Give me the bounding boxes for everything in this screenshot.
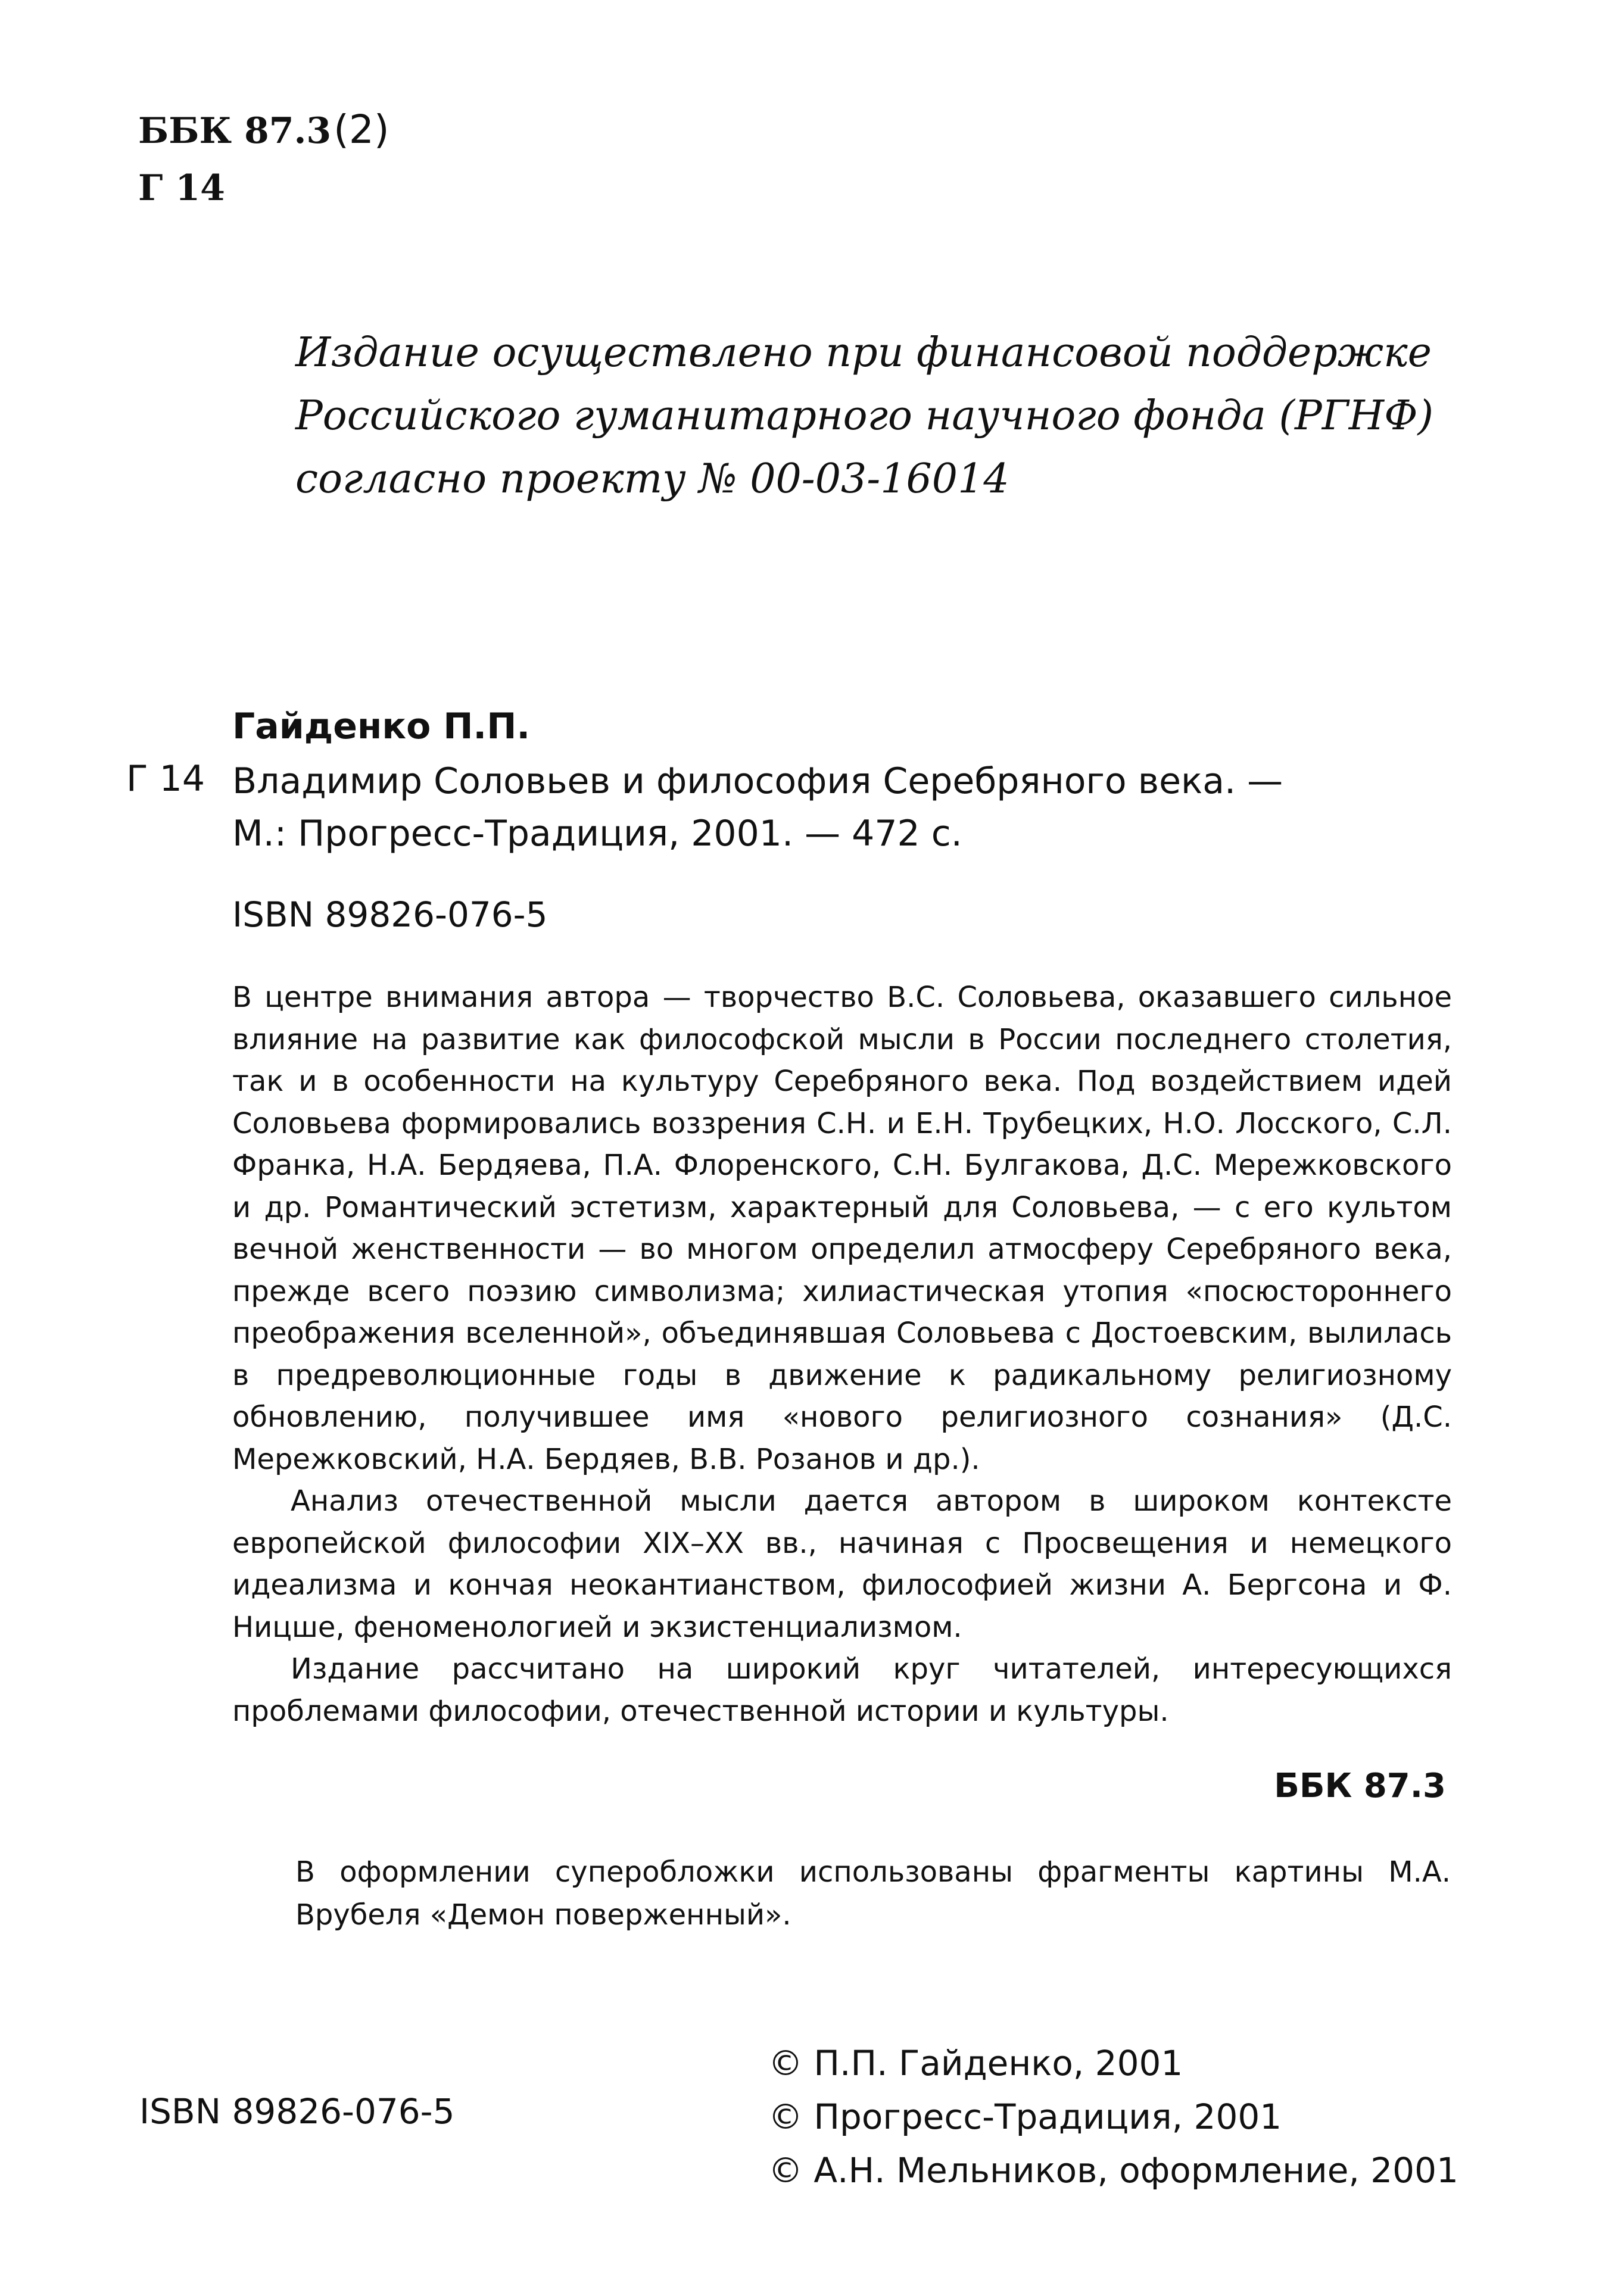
copyright-design: © А.Н. Мельников, оформление, 2001 (768, 2150, 1458, 2191)
abstract-paragraph-1: В центре внимания автора — творчество В.С. Соловьева, оказавшего сильное влияние на развитие как философской мысли в России последнего столетия, так и в особенности на культуру Серебряного века. Под воздействием идей Соловьева формировались воззрения С.Н. и Е.Н. Трубецких, Н.О. Лосского, С.Л. Франка, Н.А. Бердяева, П.А. Флоренского, С.Н. Булгакова, Д.С. Мережковского и др. Романтический эстетизм, характерный для Соловьева, — с его культом вечной женственности — во многом определил атмосферу Серебряного века, прежде всего поэзию символизма; хилиастическая утопия «посюстороннего преображения вселенной», объединявшая Соловьева с Достоевским, вылилась в предреволюционные годы в движение к радикальному религиозному обновлению, получившее имя «нового религиозного сознания» (Д.С. Мережковский, Н.А. Бердяев, В.В. Розанов и др.). (232, 981, 1452, 1476)
author-mark: Г 14 (138, 167, 225, 209)
catalog-shelf-code: Г 14 (126, 758, 205, 800)
citation-line-2: М.: Прогресс-Традиция, 2001. — 472 с. (232, 813, 962, 854)
copyright-author: © П.П. Гайденко, 2001 (768, 2043, 1183, 2083)
abstract-paragraph-3: Издание рассчитано на широкий круг читателей, интересующихся проблемами философии, отечественной истории и культуры. (232, 1652, 1452, 1728)
catalog-citation (232, 755, 1471, 860)
grant-note (295, 322, 1486, 511)
catalog-author: Гайденко П.П. (232, 706, 531, 747)
catalog-isbn: ISBN 89826-076-5 (232, 894, 548, 935)
abstract-paragraph-2: Анализ отечественной мысли дается автором в широком контексте европейской философии XIX–XX вв., начиная с Просвещения и немецкого идеализма и кончая неокантианством, философией жизни А. Бергсона и Ф. Ницше, феноменологией и экзистенциализмом. (232, 1484, 1452, 1644)
abstract (232, 977, 1452, 1732)
grant-line-1: Издание осуществлено при финансовой поддержке (295, 329, 1432, 376)
bbk-handwritten-note: (2) (334, 107, 389, 152)
grant-line-2: Российского гуманитарного научного фонда (РГНФ) (295, 392, 1434, 439)
bbk-code-line (138, 101, 389, 160)
grant-line-3: согласно проекту № 00-03-16014 (295, 456, 1009, 503)
bbk-header (138, 101, 389, 217)
bbk-code: ББК 87.3 (138, 110, 332, 152)
bbk-code-right: ББК 87.3 (1274, 1767, 1446, 1805)
citation-line-1: Владимир Соловьев и философия Серебряного века. — (232, 760, 1283, 802)
copyright-publisher: © Прогресс-Традиция, 2001 (768, 2097, 1282, 2137)
isbn-bottom: ISBN 89826-076-5 (139, 2091, 455, 2132)
copyright-block (768, 2036, 1458, 2197)
cover-note: В оформлении суперобложки использованы фрагменты картины М.А. Врубеля «Демон поверженный». (295, 1855, 1451, 1932)
